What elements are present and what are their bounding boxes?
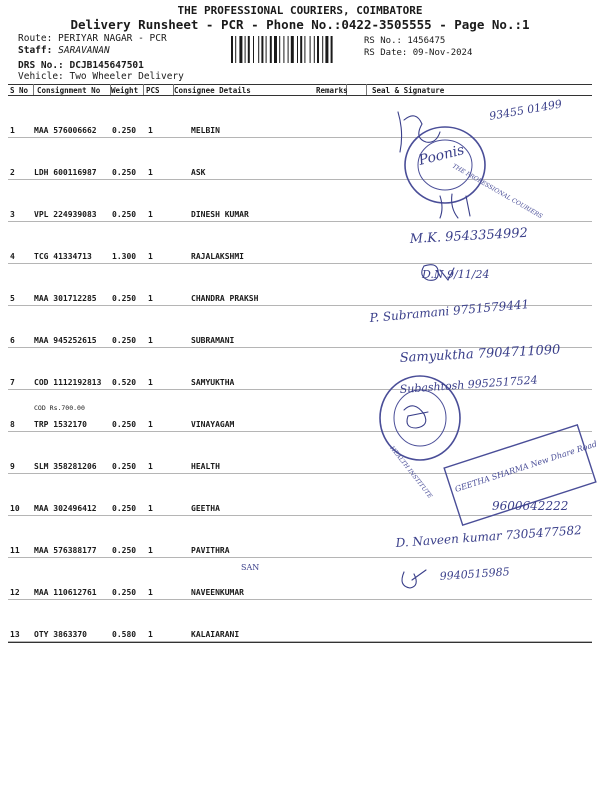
col-divider	[143, 84, 144, 95]
route-label: Route: PERIYAR NAGAR - PCR	[18, 33, 167, 44]
drs-row	[18, 60, 144, 71]
company-title: THE PROFESSIONAL COURIERS, COIMBATORE	[177, 4, 423, 17]
col-seal: Seal & Signature	[372, 86, 445, 95]
cell-consignment: TRP 1532170	[34, 420, 87, 429]
cell-consignee: DINESH KUMAR	[191, 210, 249, 219]
cell-weight: 0.250	[112, 294, 137, 303]
hw-r9-stamp: HEALTH INSTITUTE	[388, 444, 434, 500]
row-rule	[8, 263, 592, 264]
rs-date: RS Date: 09-Nov-2024	[364, 48, 473, 58]
cell-consignee: MELBIN	[191, 126, 220, 135]
cell-pcs: 1	[148, 546, 153, 555]
cell-weight: 0.580	[112, 630, 137, 639]
staff-name: SARAVANAN	[57, 45, 111, 56]
hw-r13-phone: 9940515985	[439, 565, 511, 583]
row-rule	[8, 473, 592, 474]
cell-pcs: 1	[148, 126, 153, 135]
cell-sno: 11	[10, 546, 20, 555]
col-divider	[33, 84, 34, 95]
hw-r2-sign: Poonis	[417, 142, 466, 169]
cell-weight: 0.250	[112, 420, 137, 429]
cod-note: COD Rs.700.00	[34, 404, 85, 412]
hw-r12-sign: D. Naveen kumar 7305477582	[395, 523, 583, 550]
cell-pcs: 1	[148, 336, 153, 345]
cell-pcs: 1	[148, 630, 153, 639]
cell-sno: 4	[10, 252, 15, 261]
cell-weight: 0.250	[112, 462, 137, 471]
header-top-rule	[8, 84, 592, 85]
cell-weight: 0.250	[112, 504, 137, 513]
cell-consignee: HEALTH	[191, 462, 220, 471]
cell-pcs: 1	[148, 588, 153, 597]
cell-consignee: VINAYAGAM	[191, 420, 235, 429]
signature-scribble	[398, 112, 440, 152]
cell-consignment: OTY 3863370	[34, 630, 87, 639]
staff-label: Staff:	[18, 45, 53, 56]
col-remarks: Remarks	[316, 86, 348, 95]
health-stamp	[394, 390, 446, 446]
row-rule	[8, 221, 592, 222]
cell-pcs: 1	[148, 420, 153, 429]
hw-r4-phone: M.K. 9543354992	[409, 225, 529, 247]
cell-pcs: 1	[148, 462, 153, 471]
address-stamp	[444, 425, 599, 525]
hw-r6-sign: P. Subramani 9751579441	[369, 297, 530, 325]
courier-stamp	[418, 140, 472, 190]
row-rule	[8, 179, 592, 180]
cell-pcs: 1	[148, 378, 153, 387]
cell-pcs: 1	[148, 504, 153, 513]
cell-weight: 0.250	[112, 126, 137, 135]
cell-consignee: KALAIARANI	[191, 630, 240, 639]
cell-consignee: NAVEENKUMAR	[191, 588, 244, 597]
row-rule	[8, 347, 592, 348]
cell-consignment: MAA 301712285	[34, 294, 97, 303]
cell-consignment: MAA 576006662	[34, 126, 97, 135]
signature-scribble	[402, 570, 426, 588]
col-weight: Weight	[111, 86, 139, 95]
cell-consignment: MAA 945252615	[34, 336, 97, 345]
cell-weight: 0.250	[112, 210, 137, 219]
signature-scribble	[404, 406, 428, 428]
cell-sno: 5	[10, 294, 15, 303]
hw-r10-stamp: GEETHA SHARMA New Dhare Road	[453, 439, 599, 494]
cell-sno: 9	[10, 462, 15, 471]
row-rule	[8, 137, 592, 138]
cell-consignment: MAA 576388177	[34, 546, 97, 555]
drs-label: DRS No.:	[18, 60, 64, 71]
cell-sno: 7	[10, 378, 15, 387]
col-divider	[366, 84, 367, 95]
signature-scribble	[440, 194, 470, 218]
cell-sno: 13	[10, 630, 20, 639]
drs-number: DCJB145647501	[69, 60, 144, 71]
cell-sno: 3	[10, 210, 15, 219]
cell-pcs: 1	[148, 168, 153, 177]
col-pcs: PCS	[146, 86, 160, 95]
row-rule	[8, 389, 592, 390]
col-consignee: Consignee Details	[174, 86, 251, 95]
hw-r7-sign: Samyuktha 7904711090	[399, 342, 561, 366]
hw-r1-stamp: THE PROFESSIONAL COURIERS	[451, 162, 544, 221]
row-rule	[8, 305, 592, 306]
cell-pcs: 1	[148, 210, 153, 219]
cell-sno: 2	[10, 168, 15, 177]
hw-r1-phone: 93455 01499	[488, 97, 563, 123]
col-consignment: Consignment No	[37, 86, 101, 95]
cell-sno: 12	[10, 588, 20, 597]
cell-pcs: 1	[148, 294, 153, 303]
runsheet-title: Delivery Runsheet - PCR - Phone No.:0422-3505555 - Page No.:1	[70, 17, 530, 32]
cell-consignee: RAJALAKSHMI	[191, 252, 244, 261]
cell-sno: 1	[10, 126, 15, 135]
cell-consignee: PAVITHRA	[191, 546, 230, 555]
hw-r8-sign: Subashtosh 9952517524	[399, 373, 539, 396]
cell-consignee: SAMYUKTHA	[191, 378, 235, 387]
cell-consignment: COD 1112192813	[34, 378, 102, 387]
cell-weight: 0.250	[112, 168, 137, 177]
hw-r5-sign: D.N 9/11/24	[422, 268, 490, 281]
cell-consignment: SLM 358281206	[34, 462, 97, 471]
cell-sno: 10	[10, 504, 20, 513]
cell-weight: 0.520	[112, 378, 137, 387]
cell-consignee: SUBRAMANI	[191, 336, 235, 345]
cell-sno: 6	[10, 336, 15, 345]
col-sno: S No	[10, 86, 29, 95]
cell-weight: 1.300	[112, 252, 137, 261]
cell-consignment: LDH 600116987	[34, 168, 97, 177]
row-rule	[8, 515, 592, 516]
staff-row	[18, 45, 110, 56]
row-rule	[8, 599, 592, 600]
hw-r13-suffix: SAN	[241, 563, 260, 572]
signature-scribble	[422, 265, 454, 281]
header-bottom-rule	[8, 95, 592, 96]
cell-weight: 0.250	[112, 336, 137, 345]
cell-consignment: MAA 110612761	[34, 588, 97, 597]
cell-consignee: ASK	[191, 168, 206, 177]
cell-consignee: CHANDRA PRAKSH	[191, 294, 259, 303]
row-rule	[8, 431, 592, 432]
cell-consignment: VPL 224939083	[34, 210, 97, 219]
rs-number: RS No.: 1456475	[364, 36, 446, 46]
cell-weight: 0.250	[112, 546, 137, 555]
cell-consignment: MAA 302496412	[34, 504, 97, 513]
hw-r11-phone: 9600642222	[492, 499, 569, 513]
cell-pcs: 1	[148, 252, 153, 261]
cell-sno: 8	[10, 420, 15, 429]
cell-weight: 0.250	[112, 588, 137, 597]
cell-consignment: TCG 41334713	[34, 252, 92, 261]
cell-consignee: GEETHA	[191, 504, 220, 513]
vehicle-label: Vehicle: Two Wheeler Delivery	[18, 71, 184, 82]
table-bottom-rule	[8, 642, 592, 643]
barcode	[230, 36, 356, 63]
row-rule	[8, 557, 592, 558]
courier-stamp	[405, 127, 485, 203]
